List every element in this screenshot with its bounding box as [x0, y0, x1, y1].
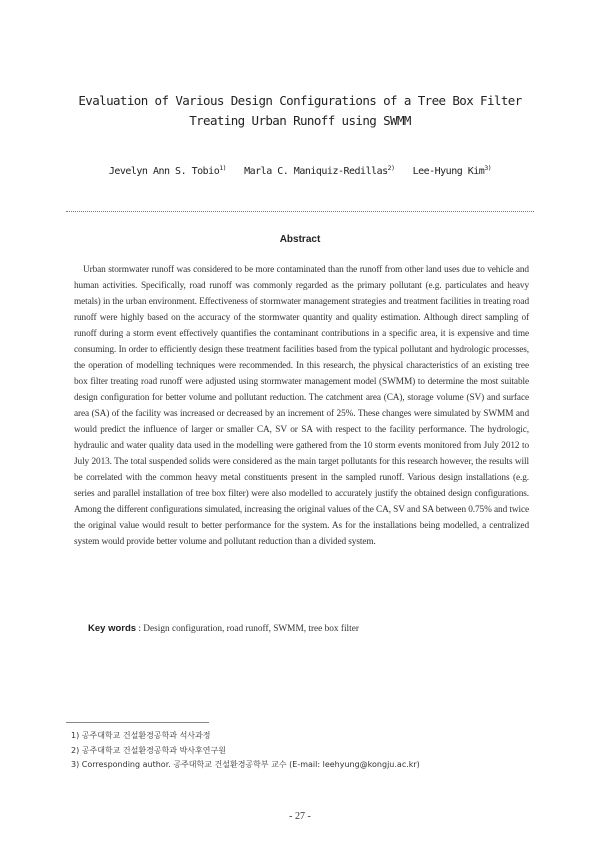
keywords-text: : Design configuration, road runoff, SWMM, tree box filter	[136, 624, 359, 634]
title-line-1: Evaluation of Various Design Configurations of a Tree Box Filter	[78, 93, 522, 108]
author-name: Jevelyn Ann S. Tobio	[108, 166, 220, 177]
author-name: Marla C. Maniquiz-Redillas	[244, 166, 388, 177]
title-line-2: Treating Urban Runoff using SWMM	[189, 113, 411, 128]
footnote-item: 2) 공주대학교 건설환경공학과 박사후연구원	[71, 745, 226, 755]
keywords-line	[88, 623, 528, 634]
author-affiliation-mark: 1)	[219, 164, 227, 172]
paper-title	[60, 91, 540, 131]
abstract-body: Urban stormwater runoff was considered to be more contaminated than the runoff from other land uses due to vehicle and human activities. Specifically, road runoff was commonly regarded as the primary pollutant (e.g. particulates and heavy metals) in the urban environment. Effectiveness of stormwater management strategies and treatment facilities in treating road runoff were highly based on the accuracy of the stormwater quantity and quality estimation. Although direct sampling of runoff during a storm event effectively quantifies the contaminant contributions in a specific area, it is expensive and time consuming. In order to efficiently design these treatment facilities based from the typical pollutant and hydrologic processes, the operation of modelling techniques were recommended. In this research, the physical characteristics of an existing tree box filter treating road runoff were adjusted using stormwater management model (SWMM) to determine the most suitable design configuration for better volume and pollutant reduction. The catchment area (CA), storage volume (SV) and surface area (SA) of the facility was increased or decreased by an increment of 25%. These changes were simulated by SWMM and would predict the influence of larger or smaller CA, SV or SA with respect to the facility performance. The hydrologic, hydraulic and water quality data used in the modelling were gathered from the 10 storm events monitored from July 2012 to July 2013. The total suspended solids were considered as the main target pollutants for this research however, the results will be correlated with the common heavy metal constituents present in the sampled runoff. Various design installations (e.g. series and parallel installation of tree box filter) were also modelled to accurately justify the obtained design configurations. Among the different configurations simulated, increasing the original values of the CA, SV and SA between 0.75% and twice the original value would result to better performance for the system. As for the installations being modelled, a centralized system would provide better volume and pollutant reduction than a divided system.	[74, 265, 529, 547]
author-list	[60, 164, 540, 177]
author-affiliation-mark: 3)	[484, 164, 492, 172]
footnote-item: 1) 공주대학교 건설환경공학과 석사과정	[71, 731, 211, 740]
footnotes	[71, 729, 531, 773]
footnote-divider	[66, 722, 209, 723]
abstract-heading: Abstract	[279, 234, 321, 245]
author-name: Lee-Hyung Kim	[412, 166, 485, 177]
footnote-item: 3) Corresponding author. 공주대학교 건설환경공학부 교수 (E-mail: leehyung@kongju.ac.kr)	[71, 760, 420, 769]
author-affiliation-mark: 2)	[387, 164, 395, 172]
section-divider	[66, 211, 534, 212]
page-number: - 27 -	[289, 811, 311, 822]
keywords-label: Key words	[88, 623, 137, 634]
